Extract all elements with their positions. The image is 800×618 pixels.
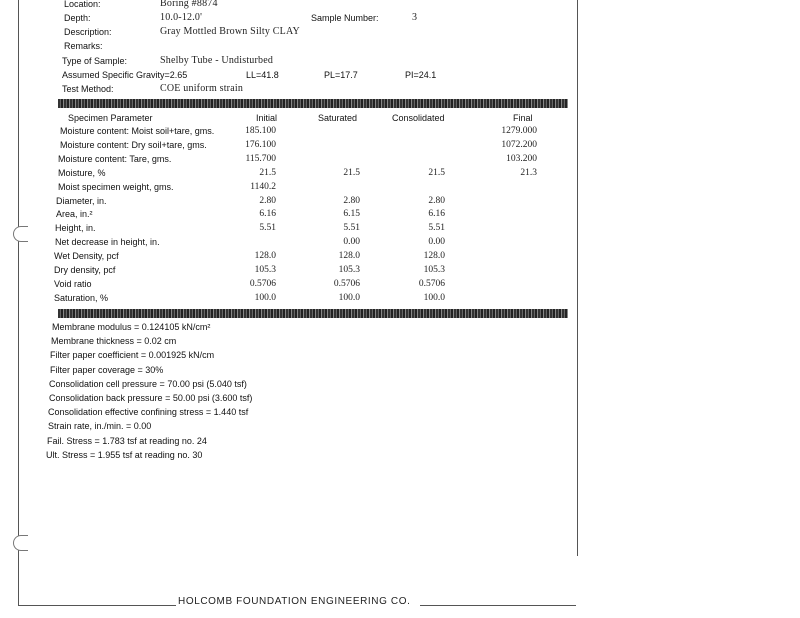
note-line: Ult. Stress = 1.955 tsf at reading no. 30 [46, 449, 203, 460]
table-cell-initial: 100.0 [254, 292, 276, 303]
table-cell-initial: 185.100 [245, 126, 276, 136]
ll-label: LL=41.8 [246, 70, 279, 80]
test-method-value: COE uniform strain [160, 83, 244, 94]
table-cell-initial: 128.0 [254, 251, 276, 262]
table-top-bar [58, 99, 568, 108]
footer-rule-right [420, 605, 576, 606]
table-cell-saturated: 6.15 [343, 209, 360, 220]
location-label: Location: [64, 0, 101, 9]
col-header-final: Final [513, 113, 533, 123]
table-cell-saturated: 2.80 [343, 195, 360, 206]
table-row-parameter: Saturation, % [54, 292, 109, 303]
note-line: Membrane thickness = 0.02 cm [51, 336, 177, 347]
table-cell-consolidated: 105.3 [423, 265, 445, 275]
remarks-label: Remarks: [64, 41, 103, 51]
table-cell-initial: 176.100 [245, 139, 276, 150]
table-cell-saturated: 105.3 [338, 265, 360, 275]
table-row-parameter: Moisture content: Tare, gms. [58, 153, 172, 164]
table-row-parameter: Area, in.² [56, 209, 93, 220]
table-row-parameter: Wet Density, pcf [54, 251, 119, 262]
table-cell-initial: 1140.2 [250, 181, 276, 192]
sample-number-value: 3 [412, 12, 418, 23]
table-cell-initial: 2.80 [259, 195, 276, 206]
table-cell-consolidated: 0.5706 [418, 278, 445, 289]
table-cell-consolidated: 6.16 [428, 209, 445, 220]
table-row-parameter: Moist specimen weight, gms. [58, 181, 174, 192]
table-row-parameter: Void ratio [54, 278, 92, 289]
note-line: Membrane modulus = 0.124105 kN/cm² [52, 322, 211, 332]
note-line: Strain rate, in./min. = 0.00 [48, 421, 152, 432]
type-value: Shelby Tube - Undisturbed [160, 55, 274, 66]
table-row-parameter: Moisture, % [58, 167, 106, 178]
depth-label: Depth: [64, 13, 91, 23]
note-line: Consolidation back pressure = 50.00 psi (3.600 tsf) [49, 393, 253, 403]
pl-label: PL=17.7 [324, 70, 358, 80]
binder-hole-top [13, 226, 28, 242]
table-cell-consolidated: 5.51 [428, 223, 445, 234]
description-label: Description: [64, 27, 112, 37]
table-cell-final: 1279.000 [501, 126, 537, 136]
table-cell-consolidated: 128.0 [423, 251, 445, 262]
footer-rule-left [18, 605, 176, 606]
depth-value: 10.0-12.0' [160, 12, 203, 23]
table-cell-consolidated: 0.00 [428, 237, 445, 248]
note-line: Fail. Stress = 1.783 tsf at reading no. 24 [47, 435, 207, 446]
table-row-parameter: Net decrease in height, in. [55, 237, 160, 248]
table-cell-initial: 5.51 [259, 223, 276, 234]
table-cell-saturated: 100.0 [338, 292, 360, 303]
table-cell-initial: 0.5706 [249, 278, 276, 289]
table-cell-saturated: 0.5706 [333, 278, 360, 289]
table-cell-final: 21.3 [520, 167, 537, 178]
note-line: Consolidation cell pressure = 70.00 psi (5.040 tsf) [49, 378, 247, 389]
table-bottom-bar [58, 309, 568, 318]
pi-label: PI=24.1 [405, 70, 437, 80]
table-cell-consolidated: 21.5 [428, 167, 445, 178]
note-line: Filter paper coverage = 30% [50, 364, 164, 375]
company-footer: HOLCOMB FOUNDATION ENGINEERING CO. [178, 596, 411, 607]
col-header-parameter: Specimen Parameter [68, 113, 153, 123]
table-cell-consolidated: 2.80 [428, 195, 445, 206]
binder-hole-bottom [13, 535, 28, 551]
specific-gravity-label: Assumed Specific Gravity=2.65 [62, 70, 188, 80]
table-cell-final: 103.200 [506, 153, 537, 164]
table-cell-consolidated: 100.0 [423, 292, 445, 303]
col-header-initial: Initial [256, 113, 278, 123]
page-right-edge [577, 0, 578, 556]
type-label: Type of Sample: [62, 56, 128, 66]
table-cell-initial: 115.700 [245, 153, 276, 164]
table-row-parameter: Moisture content: Dry soil+tare, gms. [60, 139, 207, 150]
table-cell-initial: 6.16 [259, 209, 276, 220]
note-line: Consolidation effective confining stress = 1.440 tsf [48, 407, 249, 418]
table-cell-saturated: 0.00 [343, 237, 360, 248]
table-cell-initial: 105.3 [254, 265, 276, 275]
location-value: Boring #8874 [160, 0, 218, 9]
table-cell-saturated: 128.0 [338, 251, 360, 262]
table-row-parameter: Dry density, pcf [54, 265, 116, 275]
sample-number-label: Sample Number: [311, 13, 379, 23]
table-cell-saturated: 21.5 [343, 167, 360, 178]
note-line: Filter paper coefficient = 0.001925 kN/cm [50, 350, 215, 361]
page-left-edge [18, 0, 19, 606]
table-cell-final: 1072.200 [501, 139, 537, 150]
description-value: Gray Mottled Brown Silty CLAY [160, 26, 300, 37]
table-row-parameter: Diameter, in. [56, 195, 107, 206]
table-cell-initial: 21.5 [259, 167, 276, 178]
table-row-parameter: Moisture content: Moist soil+tare, gms. [60, 126, 215, 136]
table-cell-saturated: 5.51 [343, 223, 360, 234]
table-row-parameter: Height, in. [55, 223, 96, 234]
col-header-saturated: Saturated [318, 113, 358, 123]
col-header-consolidated: Consolidated [392, 113, 445, 123]
test-method-label: Test Method: [62, 84, 114, 94]
